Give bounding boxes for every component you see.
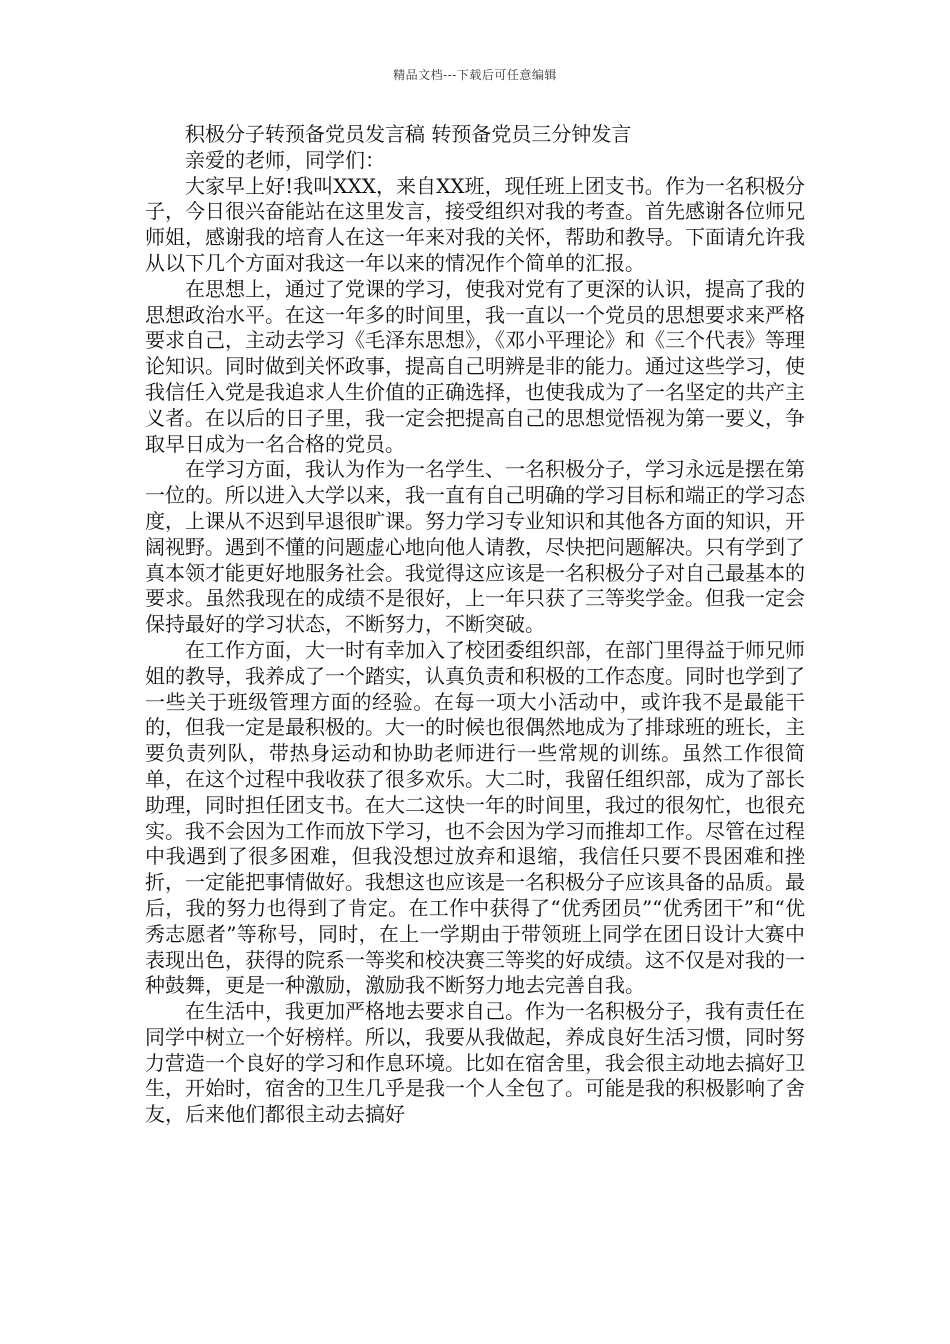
greeting-line: 亲爱的老师，同学们： [185,147,385,172]
paragraph-study: 在学习方面，我认为作为一名学生、一名积极分子，学习永远是摆在第一位的。所以进入大学以来，我一直有自己明确的学习目标和端正的学习态度，上课从不迟到早退很旷课。努力学习专业知识和其他各方面的知识，开阔视野。遇到不懂的问题虚心地向他人请教，尽快把问题解决。只有学到了真本领才能更好地服务社会。我觉得这应该是一名积极分子对自己最基本的要求。虽然我现在的成绩不是很好，上一年只获了三等奖学金。但我一定会保持最好的学习状态，不断努力，不断突破。 [145,457,805,637]
paragraph-intro: 大家早上好!我叫XXX，来自XX班，现任班上团支书。作为一名积极分子，今日很兴奋能站在这里发言，接受组织对我的考查。首先感谢各位师兄师姐，感谢我的培育人在这一年来对我的关怀，帮助和教导。下面请允许我从以下几个方面对我这一年以来的情况作个简单的汇报。 [145,173,805,275]
paragraph-life: 在生活中，我更加严格地去要求自己。作为一名积极分子，我有责任在同学中树立一个好榜样。所以，我要从我做起，养成良好生活习惯，同时努力营造一个良好的学习和作息环境。比如在宿舍里，我会很主动地去搞好卫生，开始时，宿舍的卫生几乎是我一个人全包了。可能是我的积极影响了舍友，后来他们都很主动去搞好 [145,999,805,1127]
document-title: 积极分子转预备党员发言稿 转预备党员三分钟发言 [185,122,632,146]
page-header-note: 精品文档---下载后可任意编辑 [393,68,557,82]
document-body [145,122,805,1128]
paragraph-work: 在工作方面，大一时有幸加入了校团委组织部，在部门里得益于师兄师姐的教导，我养成了一个踏实，认真负责和积极的工作态度。同时也学到了一些关于班级管理方面的经验。在每一项大小活动中，或许我不是最能干的，但我一定是最积极的。大一的时候也很偶然地成为了排球班的班长，主要负责列队，带热身运动和协助老师进行一些常规的训练。虽然工作很简单，在这个过程中我收获了很多欢乐。大二时，我留任组织部，成为了部长助理，同时担任团支书。在大二这快一年的时间里，我过的很匆忙，也很充实。我不会因为工作而放下学习，也不会因为学习而推却工作。尽管在过程中我遇到了很多困难，但我没想过放弃和退缩，我信任只要不畏困难和挫折，一定能把事情做好。我想这也应该是一名积极分子应该具备的品质。最后，我的努力也得到了肯定。在工作中获得了“优秀团员”“优秀团干”和“优秀志愿者”等称号，同时，在上一学期由于带领班上同学在团日设计大赛中表现出色，获得的院系一等奖和校决赛三等奖的好成绩。这不仅是对我的一种鼓舞，更是一种激励，激励我不断努力地去完善自我。 [145,637,805,998]
paragraph-ideology: 在思想上，通过了党课的学习，使我对党有了更深的认识，提高了我的思想政治水平。在这一年多的时间里，我一直以一个党员的思想要求来严格要求自己，主动去学习《毛泽东思想》，《邓小平理论》和《三个代表》等理论知识。同时做到关怀政事，提高自己明辨是非的能力。通过这些学习，使我信任入党是我追求人生价值的正确选择，也使我成为了一名坚定的共产主义者。在以后的日子里，我一定会把提高自己的思想觉悟视为第一要义，争取早日成为一名合格的党员。 [145,276,805,456]
